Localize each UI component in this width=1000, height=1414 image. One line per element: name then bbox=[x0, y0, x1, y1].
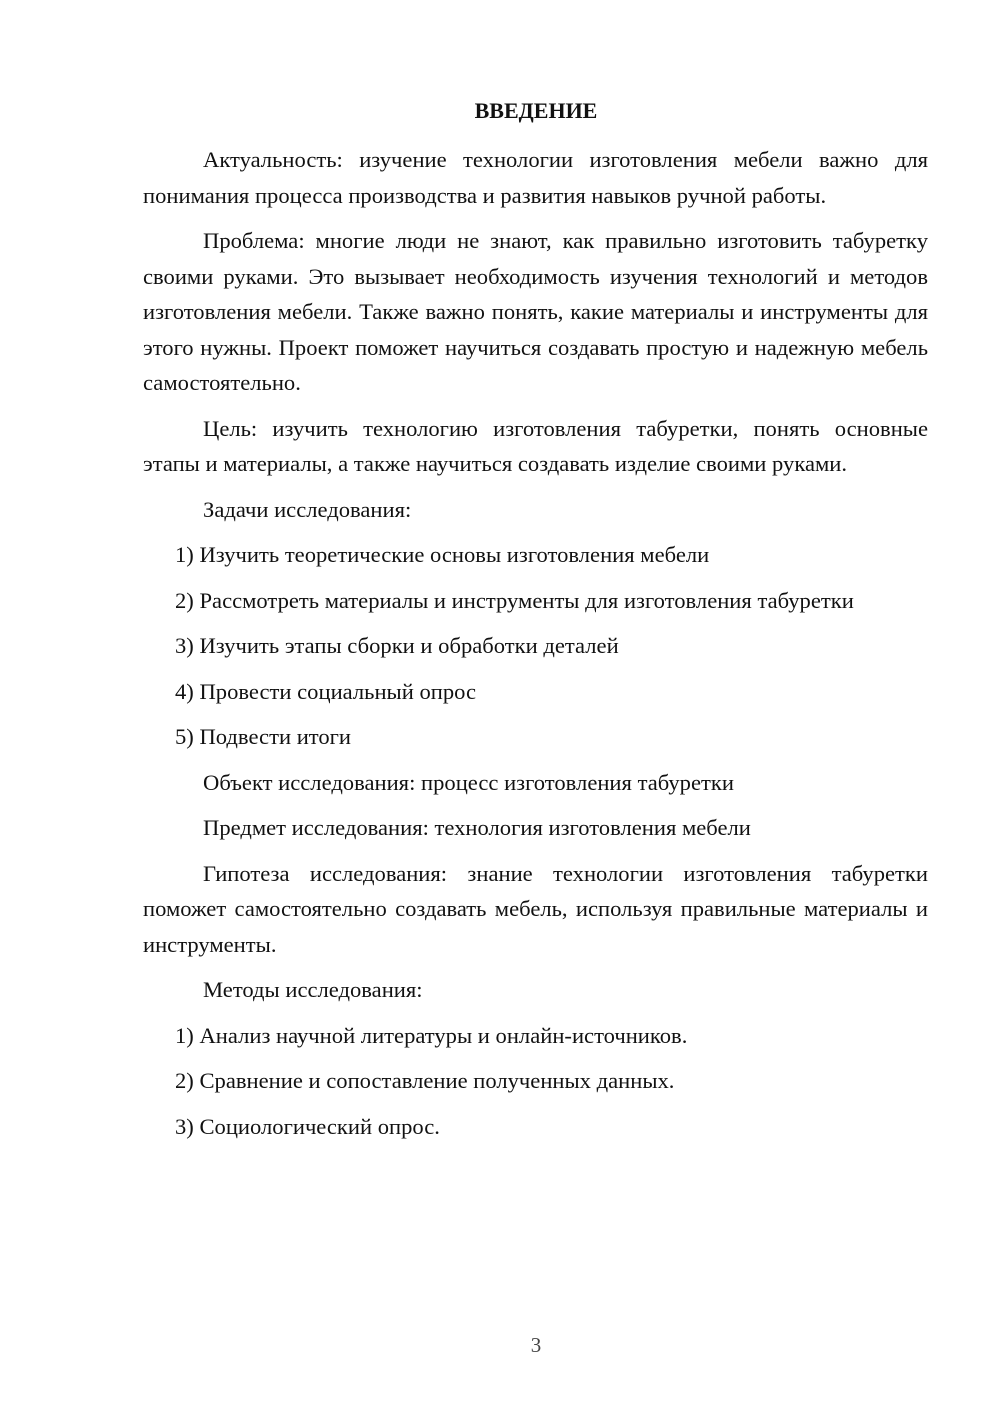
document-body bbox=[143, 142, 928, 1154]
list-item: 1) Анализ научной литературы и онлайн-источников. bbox=[175, 1022, 688, 1048]
object-paragraph: Объект исследования: процесс изготовления табуретки bbox=[203, 769, 734, 795]
relevance-paragraph: Актуальность: изучение технологии изготовления мебели важно для понимания процесса производства и развития навыков ручной работы. bbox=[143, 147, 928, 208]
subject-paragraph: Предмет исследования: технология изготовления мебели bbox=[203, 815, 751, 840]
list-item: 1) Изучить теоретические основы изготовления мебели bbox=[175, 542, 710, 567]
methods-heading: Методы исследования: bbox=[203, 977, 423, 1002]
hypothesis-paragraph: Гипотеза исследования: знание технологии изготовления табуретки поможет самостоятельно создавать мебель, используя правильные материалы и инструменты. bbox=[143, 860, 928, 957]
list-item: 3) Социологический опрос. bbox=[175, 1113, 440, 1139]
problem-paragraph: Проблема: многие люди не знают, как правильно изготовить табуретку своими руками. Это вызывает необходимость изучения технологий и методов изготовления мебели. Также важно понять, какие материалы и инструменты для этого нужны. Проект поможет научиться создавать простую и надежную мебель самостоятельно. bbox=[143, 228, 928, 395]
goal-paragraph: Цель: изучить технологию изготовления табуретки, понять основные этапы и материалы, а также научиться создавать изделие своими руками. bbox=[143, 415, 928, 476]
page-title: ВВЕДЕНИЕ bbox=[474, 98, 598, 123]
list-item: 2) Сравнение и сопоставление полученных данных. bbox=[175, 1068, 675, 1093]
list-item: 5) Подвести итоги bbox=[175, 724, 352, 749]
list-item: 2) Рассмотреть материалы и инструменты для изготовления табуретки bbox=[175, 587, 854, 613]
list-item: 3) Изучить этапы сборки и обработки деталей bbox=[175, 633, 619, 658]
list-item: 4) Провести социальный опрос bbox=[175, 678, 477, 704]
tasks-list bbox=[143, 537, 928, 755]
page-number: 3 bbox=[530, 1333, 542, 1357]
tasks-heading: Задачи исследования: bbox=[203, 496, 412, 522]
methods-list bbox=[143, 1018, 928, 1145]
